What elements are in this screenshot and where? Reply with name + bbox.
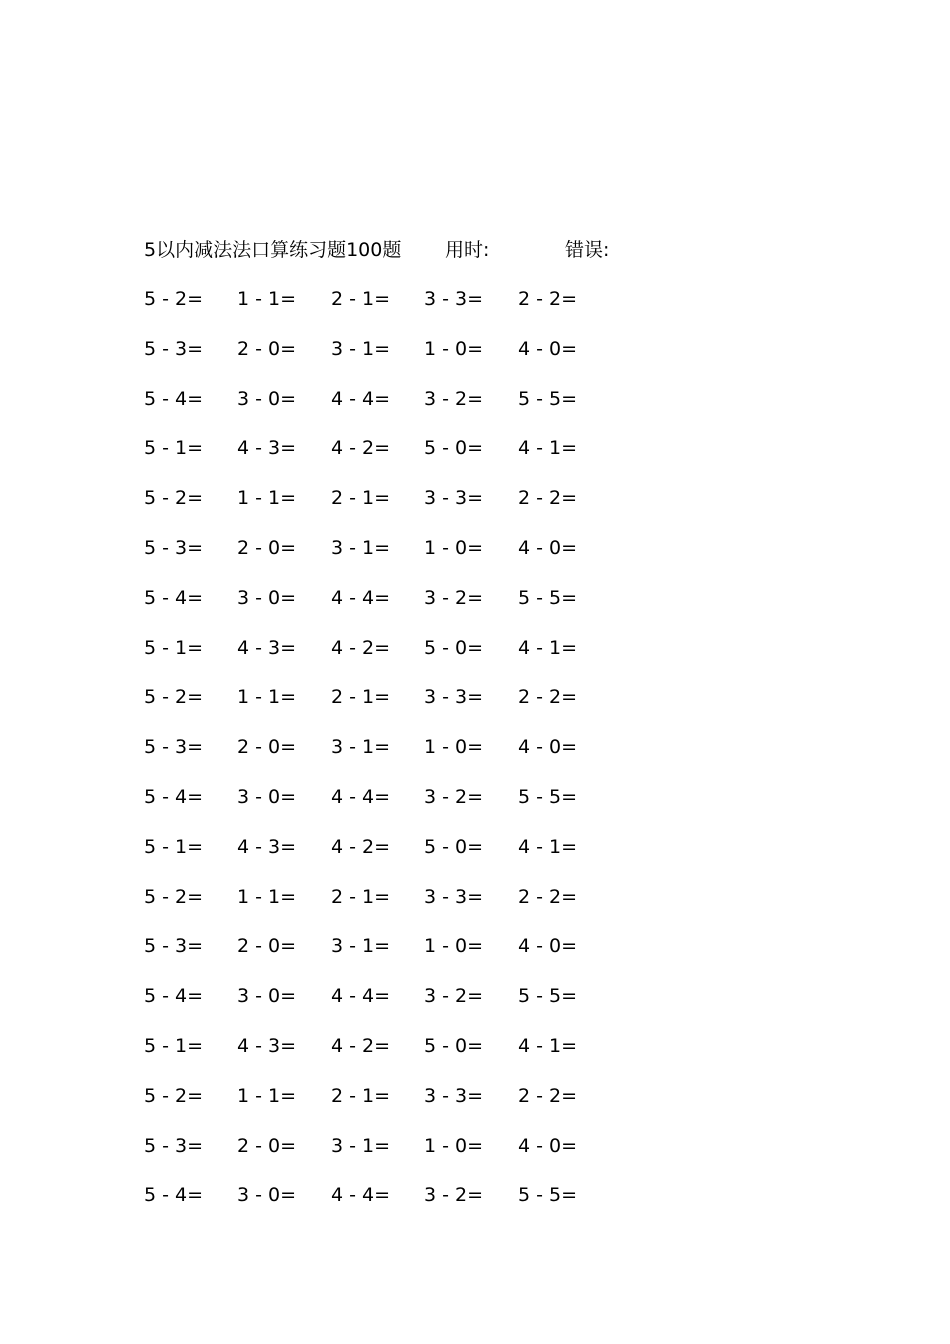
problem-item: 1 - 0=: [424, 337, 484, 360]
problem-item: 5 - 0=: [424, 1034, 484, 1057]
problem-row: [144, 434, 644, 484]
problem-item: 3 - 2=: [424, 785, 484, 808]
problem-row: [144, 484, 644, 534]
problem-item: 4 - 0=: [518, 1134, 578, 1157]
problem-item: 5 - 4=: [144, 1184, 204, 1207]
problem-item: 4 - 1=: [518, 636, 578, 659]
problem-row: [144, 683, 644, 733]
problem-item: 4 - 3=: [237, 636, 297, 659]
problem-row: [144, 1132, 644, 1182]
problem-item: 5 - 3=: [144, 736, 204, 759]
problem-item: 5 - 3=: [144, 536, 204, 559]
problem-item: 3 - 3=: [424, 885, 484, 908]
problem-item: 3 - 2=: [424, 586, 484, 609]
problem-item: 4 - 0=: [518, 935, 578, 958]
problem-item: 4 - 4=: [331, 387, 391, 410]
problem-row: [144, 1181, 644, 1231]
problem-item: 2 - 1=: [331, 487, 391, 510]
problem-row: [144, 1032, 644, 1082]
problem-row: [144, 534, 644, 584]
problem-grid: [144, 285, 644, 1231]
problem-item: 4 - 4=: [331, 985, 391, 1008]
problem-item: 1 - 0=: [424, 1134, 484, 1157]
problem-item: 1 - 1=: [237, 487, 297, 510]
problem-item: 5 - 1=: [144, 437, 204, 460]
problem-item: 5 - 2=: [144, 1084, 204, 1107]
problem-item: 4 - 0=: [518, 337, 578, 360]
problem-item: 5 - 5=: [518, 785, 578, 808]
problem-item: 4 - 1=: [518, 1034, 578, 1057]
problem-row: [144, 584, 644, 634]
problem-item: 5 - 5=: [518, 1184, 578, 1207]
problem-item: 3 - 3=: [424, 686, 484, 709]
problem-item: 4 - 0=: [518, 736, 578, 759]
problem-row: [144, 733, 644, 783]
problem-item: 5 - 5=: [518, 586, 578, 609]
problem-item: 2 - 0=: [237, 736, 297, 759]
problem-item: 3 - 2=: [424, 1184, 484, 1207]
problem-item: 5 - 4=: [144, 586, 204, 609]
error-count-label: 错误:: [565, 239, 610, 261]
problem-item: 3 - 0=: [237, 1184, 297, 1207]
problem-item: 2 - 2=: [518, 686, 578, 709]
problem-item: 1 - 1=: [237, 686, 297, 709]
problem-row: [144, 1082, 644, 1132]
problem-row: [144, 883, 644, 933]
problem-item: 5 - 4=: [144, 985, 204, 1008]
problem-item: 5 - 4=: [144, 387, 204, 410]
problem-item: 2 - 1=: [331, 288, 391, 310]
problem-row: [144, 335, 644, 385]
problem-item: 2 - 1=: [331, 885, 391, 908]
problem-row: [144, 285, 644, 335]
problem-item: 4 - 3=: [237, 835, 297, 858]
problem-row: [144, 932, 644, 982]
problem-row: [144, 634, 644, 684]
problem-item: 4 - 2=: [331, 437, 391, 460]
problem-item: 5 - 3=: [144, 935, 204, 958]
problem-item: 1 - 0=: [424, 736, 484, 759]
problem-item: 4 - 2=: [331, 636, 391, 659]
problem-item: 3 - 2=: [424, 387, 484, 410]
problem-item: 5 - 0=: [424, 636, 484, 659]
problem-item: 4 - 3=: [237, 1034, 297, 1057]
problem-item: 5 - 0=: [424, 835, 484, 858]
problem-item: 3 - 1=: [331, 337, 391, 360]
problem-item: 3 - 3=: [424, 288, 484, 310]
problem-item: 4 - 4=: [331, 785, 391, 808]
problem-item: 3 - 0=: [237, 985, 297, 1008]
worksheet-header: [144, 236, 664, 264]
problem-item: 1 - 1=: [237, 885, 297, 908]
problem-row: [144, 385, 644, 435]
problem-item: 1 - 0=: [424, 536, 484, 559]
problem-item: 4 - 2=: [331, 1034, 391, 1057]
problem-item: 5 - 2=: [144, 885, 204, 908]
problem-item: 3 - 0=: [237, 586, 297, 609]
problem-item: 4 - 2=: [331, 835, 391, 858]
problem-item: 5 - 5=: [518, 985, 578, 1008]
problem-item: 2 - 0=: [237, 935, 297, 958]
problem-item: 4 - 4=: [331, 586, 391, 609]
problem-item: 1 - 1=: [237, 1084, 297, 1107]
problem-item: 3 - 1=: [331, 736, 391, 759]
worksheet-title: 5以内减法法口算练习题100题: [144, 239, 402, 261]
problem-item: 5 - 2=: [144, 487, 204, 510]
problem-item: 5 - 5=: [518, 387, 578, 410]
problem-item: 3 - 3=: [424, 1084, 484, 1107]
problem-item: 3 - 3=: [424, 487, 484, 510]
problem-item: 5 - 4=: [144, 785, 204, 808]
problem-item: 4 - 1=: [518, 835, 578, 858]
problem-row: [144, 982, 644, 1032]
problem-row: [144, 833, 644, 883]
problem-item: 1 - 0=: [424, 935, 484, 958]
problem-item: 2 - 0=: [237, 337, 297, 360]
problem-item: 4 - 1=: [518, 437, 578, 460]
problem-item: 5 - 3=: [144, 1134, 204, 1157]
problem-item: 2 - 2=: [518, 885, 578, 908]
problem-item: 1 - 1=: [237, 288, 297, 310]
problem-row: [144, 783, 644, 833]
problem-item: 2 - 2=: [518, 288, 578, 310]
problem-item: 2 - 0=: [237, 536, 297, 559]
problem-item: 3 - 0=: [237, 785, 297, 808]
problem-item: 5 - 3=: [144, 337, 204, 360]
problem-item: 3 - 1=: [331, 935, 391, 958]
problem-item: 4 - 0=: [518, 536, 578, 559]
problem-item: 5 - 1=: [144, 835, 204, 858]
problem-item: 2 - 1=: [331, 1084, 391, 1107]
problem-item: 4 - 3=: [237, 437, 297, 460]
problem-item: 2 - 2=: [518, 1084, 578, 1107]
problem-item: 2 - 0=: [237, 1134, 297, 1157]
problem-item: 2 - 1=: [331, 686, 391, 709]
problem-item: 3 - 0=: [237, 387, 297, 410]
time-used-label: 用时:: [445, 239, 490, 261]
problem-item: 3 - 1=: [331, 1134, 391, 1157]
problem-item: 5 - 2=: [144, 686, 204, 709]
problem-item: 5 - 0=: [424, 437, 484, 460]
problem-item: 2 - 2=: [518, 487, 578, 510]
problem-item: 5 - 2=: [144, 288, 204, 310]
problem-item: 3 - 1=: [331, 536, 391, 559]
problem-item: 5 - 1=: [144, 636, 204, 659]
problem-item: 5 - 1=: [144, 1034, 204, 1057]
problem-item: 4 - 4=: [331, 1184, 391, 1207]
problem-item: 3 - 2=: [424, 985, 484, 1008]
